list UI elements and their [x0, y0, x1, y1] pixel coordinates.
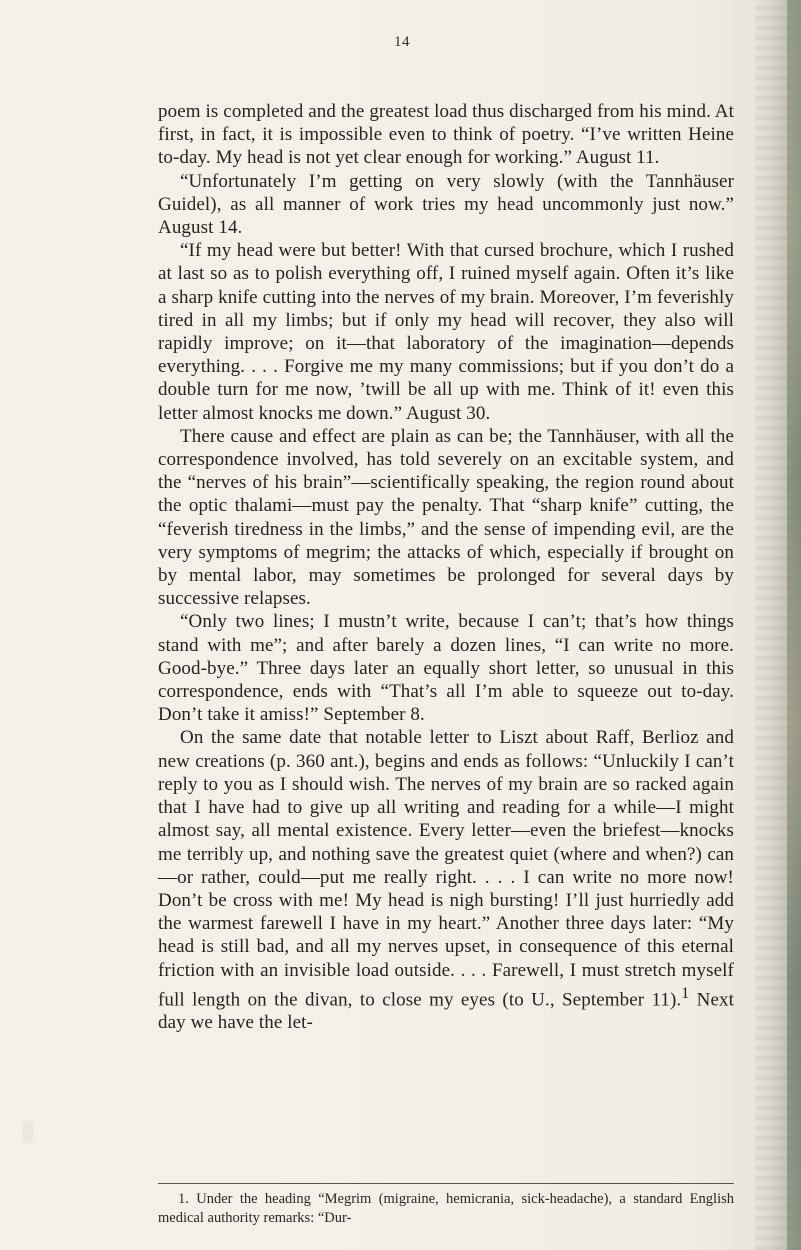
paragraph-5: “Only two lines; I mustn’t write, because I can’t; that’s how things stand with me”; and after barely a dozen lines, “I can write no more. Good-bye.” Three days later an equally short letter, so unusual in this correspondence, ends with “That’s all I’m able to squeeze out to-day. Don’t take it amiss!” September 8. — [158, 611, 734, 726]
paragraph-6-continuation: Next day we have the let- — [158, 989, 735, 1034]
paragraph-1: poem is completed and the greatest load thus discharged from his mind. At first, in fact, it is impossible even to think of poetry. “I’ve written Heine to-day. My head is not yet clear enough for working.” August 11. — [158, 101, 734, 169]
paragraph-3: “If my head were but better! With that cursed brochure, which I rushed at last so as to polish everything off, I ruined myself again. Often it’s like a sharp knife cutting into the nerves of my brain. Moreover, I’m feverishly tired in all my limbs; but if only my head will recover, they also will rapidly improve; on it—that laboratory of the imagination—depends everything. . . . Forgive me my many commissions; but if you don’t do a double turn for me now, ’twill be all up with me. Think of it! even this letter almost knocks me down.” August 30. — [158, 240, 734, 424]
footnote-text: 1. Under the heading “Megrim (migraine, hemicrania, sick-headache), a standard English medical authority remarks: “Dur- — [158, 1191, 734, 1226]
page-number: 14 — [394, 34, 410, 50]
paper-smudge — [22, 1120, 34, 1144]
paragraph-4: There cause and effect are plain as can be; the Tannhäuser, with all the correspondence involved, has told severely on an excitable system, and the “nerves of his brain”—scientifically speaking, the region round about the optic thalami—must pay the penalty. That “sharp knife” cutting, the “feverish tiredness in the limbs,” and the sense of impending evil, are the very symptoms of megrim; the attacks of which, especially if brought on by mental labor, may sometimes be prolonged for several days by successive relapses. — [158, 425, 734, 610]
paragraph-6-text: On the same date that notable letter to Liszt about Raff, Berlioz and new creations (p. 360 ant.), begins and ends as follows: “Unluckily I can’t reply to you as I should wish. The nerves of my brain are so racked again that I have had to give up all writing and reading for a while—I might almost say, all mental existence. Every letter—even the briefest—knocks me terribly up, and nothing save the greatest quiet (where and when?) can—or rather, could—put me really right. . . . I can write no more now! Don’t be cross with me! My head is nigh bursting! I’ll just hurriedly add the warmest farewell I have in my heart.” Another three days later: “My head is still bad, and all my nerves upset, in consequence of this eternal friction with an invisible load outside. . . . Farewell, I must stretch myself full length on the divan, to close my eyes (to U., September 11). — [158, 727, 734, 1011]
paragraph-6 — [158, 726, 734, 1034]
footnote-block — [158, 1190, 734, 1228]
main-text-block — [158, 100, 734, 1034]
footnote-reference: 1 — [681, 984, 690, 1002]
paragraph-2: “Unfortunately I’m getting on very slowly (with the Tannhäuser Guidel), as all manner of work tries my head uncommonly just now.” August 14. — [158, 170, 734, 239]
page-edge-binding — [787, 0, 801, 1250]
footnote-separator — [158, 1183, 734, 1184]
